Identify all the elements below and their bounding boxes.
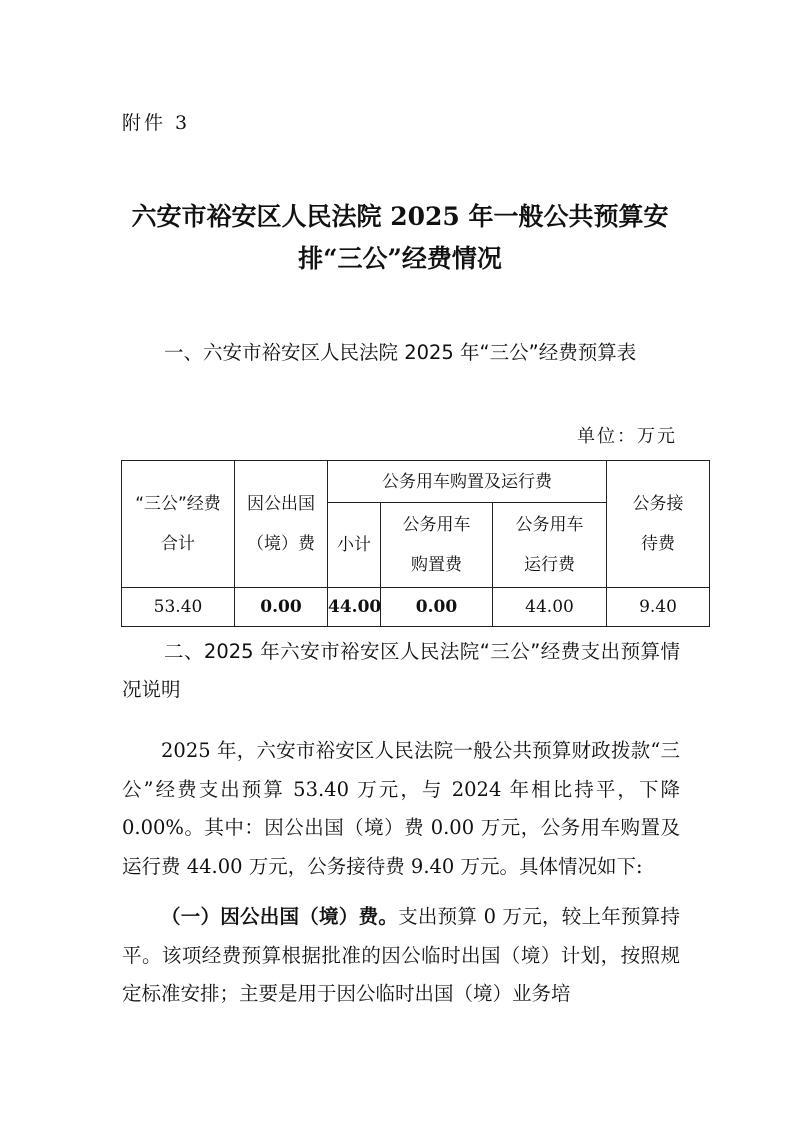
value-reception: 9.40 <box>607 588 710 627</box>
header-vehicle-operation: 公务用车运行费 <box>493 503 607 588</box>
paragraph-summary: 2025 年，六安市裕安区人民法院一般公共预算财政拨款“三公”经费支出预算 53.40 万元，与 2024 年相比持平，下降 0.00%。其中：因公出国（境）费 0.00 万元，公务用车购置及运行费 44.00 万元，公务接待费 9.40 万元。具体情况如下: <box>122 739 680 878</box>
budget-table <box>121 460 710 627</box>
header-reception: 公务接待费 <box>607 461 710 588</box>
paragraph-abroad <box>122 898 680 1014</box>
value-abroad: 0.00 <box>235 588 328 627</box>
header-total: “三公”经费合计 <box>122 461 235 588</box>
paragraph-abroad-lead: （一）因公出国（境）费。 <box>161 905 399 928</box>
unit-label: 单位：万元 <box>577 426 677 447</box>
header-vehicle-purchase: 公务用车购置费 <box>381 503 493 588</box>
page-title: 六安市裕安区人民法院 2025 年一般公共预算安排“三公”经费情况 <box>131 202 669 273</box>
value-subtotal: 44.00 <box>328 588 381 627</box>
value-total: 53.40 <box>122 588 235 627</box>
section2-heading: 二、2025 年六安市裕安区人民法院“三公”经费支出预算情况说明 <box>122 640 680 701</box>
paragraph-abroad-body: 支出预算 0 万元，较上年预算持平。该项经费预算根据批准的因公临时出国（境）计划，按照规定标准安排；主要是用于因公临时出国（境）业务培 <box>122 905 680 1005</box>
value-vehicle-purchase: 0.00 <box>381 588 493 627</box>
value-vehicle-operation: 44.00 <box>493 588 607 627</box>
header-vehicle-group: 公务用车购置及运行费 <box>328 461 607 503</box>
header-abroad: 因公出国（境）费 <box>235 461 328 588</box>
attachment-label: 附件 3 <box>122 112 191 134</box>
section1-heading: 一、六安市裕安区人民法院 2025 年“三公”经费预算表 <box>164 341 637 364</box>
header-subtotal: 小计 <box>328 503 381 588</box>
